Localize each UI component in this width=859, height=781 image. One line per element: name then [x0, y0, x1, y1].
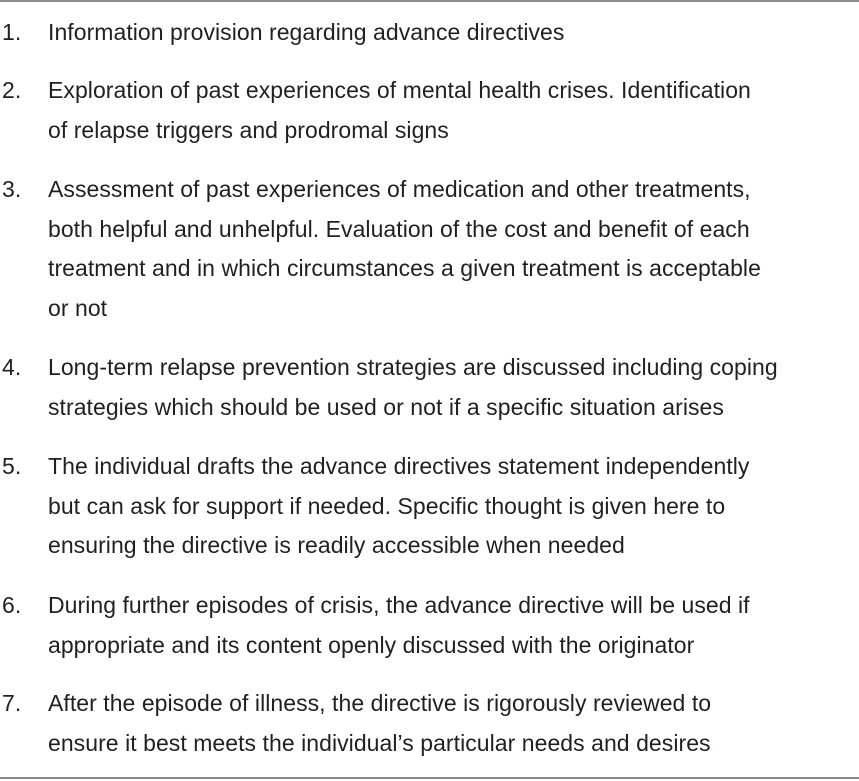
step-text-line: After the episode of illness, the directive is rigorously reviewed to [48, 690, 712, 716]
step-text-line: ensure it best meets the individual’s particular needs and desires [48, 729, 711, 756]
step-number: 2. [2, 77, 22, 103]
step-number: 3. [2, 176, 22, 202]
step-number: 1. [2, 19, 22, 45]
step-text [48, 348, 859, 427]
step-text-line: both helpful and unhelpful. Evaluation of the cost and benefit of each [48, 215, 750, 242]
step-text [48, 170, 859, 328]
step-text-line: appropriate and its content openly discussed with the originator [48, 631, 695, 658]
step-text-line: strategies which should be used or not if a specific situation arises [48, 393, 724, 420]
step-text [48, 13, 859, 53]
step-text-line: or not [48, 294, 108, 321]
step-text [48, 586, 859, 665]
step-text-line: Information provision regarding advance directives [48, 19, 565, 45]
step-number: 7. [2, 690, 22, 716]
step-text [48, 447, 859, 566]
step-text-line: Assessment of past experiences of medication and other treatments, [48, 176, 751, 202]
step-text-line: but can ask for support if needed. Specific thought is given here to [48, 492, 726, 519]
step-text-line: ensuring the directive is readily accessible when needed [48, 532, 625, 558]
step-text-line: During further episodes of crisis, the advance directive will be used if [48, 592, 750, 618]
step-number: 5. [2, 453, 22, 479]
step-text [48, 684, 859, 763]
bottom-rule [0, 777, 859, 779]
step-text-line: of relapse triggers and prodromal signs [48, 116, 449, 143]
step-text [48, 71, 859, 150]
step-text-line: Exploration of past experiences of mental health crises. Identification [48, 77, 751, 103]
step-text-line: Long-term relapse prevention strategies are discussed including coping [48, 354, 778, 380]
step-text-line: The individual drafts the advance directives statement independently [48, 453, 750, 479]
step-number: 6. [2, 592, 22, 618]
step-text-line: treatment and in which circumstances a given treatment is acceptable [48, 255, 761, 281]
step-number: 4. [2, 354, 22, 380]
top-rule [0, 0, 859, 2]
